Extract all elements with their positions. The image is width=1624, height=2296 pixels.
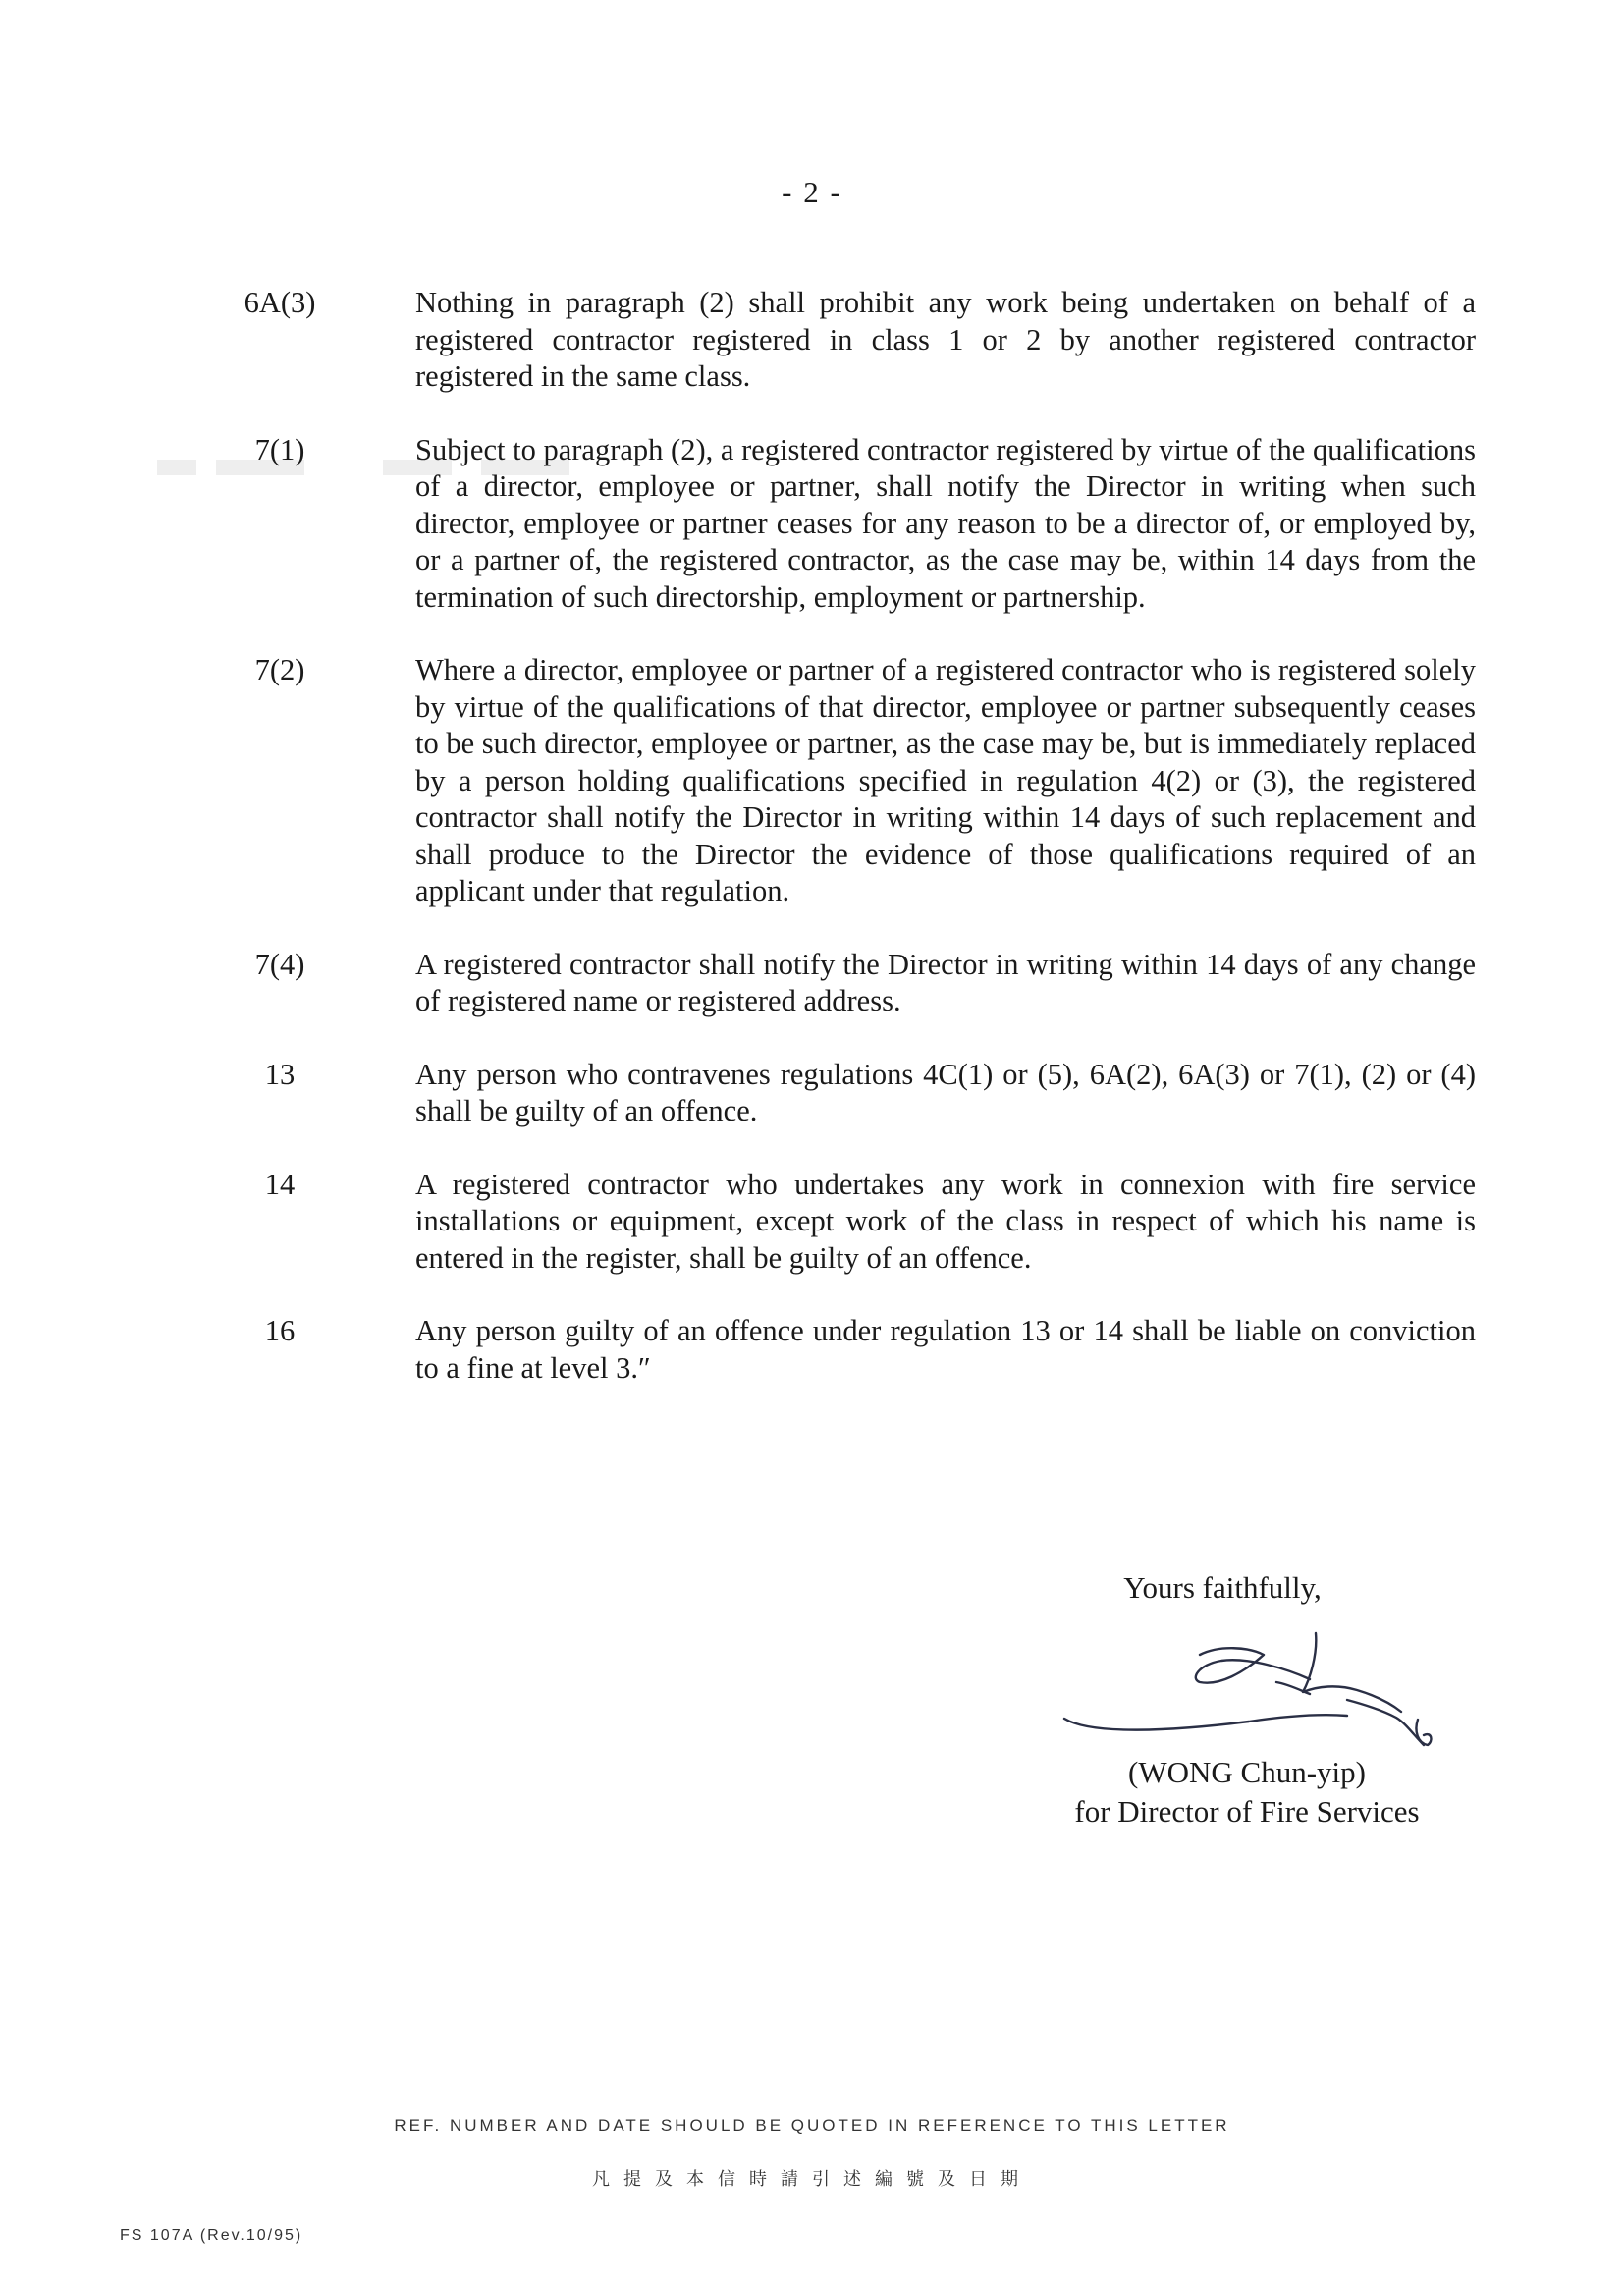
reference-notice: REF. NUMBER AND DATE SHOULD BE QUOTED IN REFERENCE TO THIS LETTER [394,2116,1230,2135]
provision-ref: 14 [264,1167,296,1201]
provision-13 [0,1057,1624,1130]
provision-7-4 [0,947,1624,1020]
page-number: - 2 - [782,175,842,209]
provision-text: Any person guilty of an offence under regulation 13 or 14 shall be liable on conviction to a fine at level 3.″ [415,1314,1476,1385]
provision-ref: 7(4) [254,947,305,981]
provision-text: A registered contractor shall notify the Director in writing within 14 days of any change of registered name or registered address. [415,947,1476,1017]
signer-name: (WONG Chun-yip) [1128,1755,1366,1789]
provision-16 [0,1313,1624,1387]
provision-ref: 7(1) [254,432,305,466]
provision-text: Any person who contravenes regulations 4C(1) or (5), 6A(2), 6A(3) or 7(1), (2) or (4) shall be guilty of an offence. [415,1057,1476,1127]
provision-text: Subject to paragraph (2), a registered contractor registered by virtue of the qualifications of a director, employee or partner, shall notify the Director in writing when such director, employee or partner ceases for any reason to be a director of, or employed by, or a partner of, the registered contractor, as the case may be, within 14 days from the termination of such directorship, employment or partnership. [415,432,1476,614]
provision-7-1 [0,432,1624,617]
provision-text: Nothing in paragraph (2) shall prohibit any work being undertaken on behalf of a registered contractor registered in class 1 or 2 by another registered contractor registered in the same class. [415,286,1476,393]
signer-title: for Director of Fire Services [1074,1794,1420,1829]
provision-text: Where a director, employee or partner of a registered contractor who is registered solely by virtue of the qualifications of that director, employee or partner subsequently ceases to be such director, employee or partner, as the case may be, but is immediately replaced by a person holding qualifications specified in regulation 4(2) or (3), the registered contractor shall notify the Director in writing within 14 days of such replacement and shall produce to the Director the evidence of those qualifications required of an applicant under that regulation. [415,653,1476,907]
provision-ref: 6A(3) [244,286,316,319]
provision-6A3 [0,285,1624,396]
regulation-provisions-list [0,285,1624,1423]
provision-ref: 7(2) [254,653,305,686]
provision-text: A registered contractor who undertakes any work in connexion with fire service installations or equipment, except work of the class in respect of which his name is entered in the register, shall be guilty of an offence. [415,1167,1476,1275]
form-code: FS 107A (Rev.10/95) [120,2227,303,2244]
provision-ref: 16 [264,1314,296,1347]
provision-14 [0,1167,1624,1278]
reference-notice-chinese: 凡提及本信時請引述編號及日期 [592,2169,1032,2190]
closing-salutation: Yours faithfully, [1123,1570,1322,1605]
provision-7-2 [0,652,1624,910]
provision-ref: 13 [264,1057,296,1091]
handwritten-signature [1053,1625,1435,1753]
